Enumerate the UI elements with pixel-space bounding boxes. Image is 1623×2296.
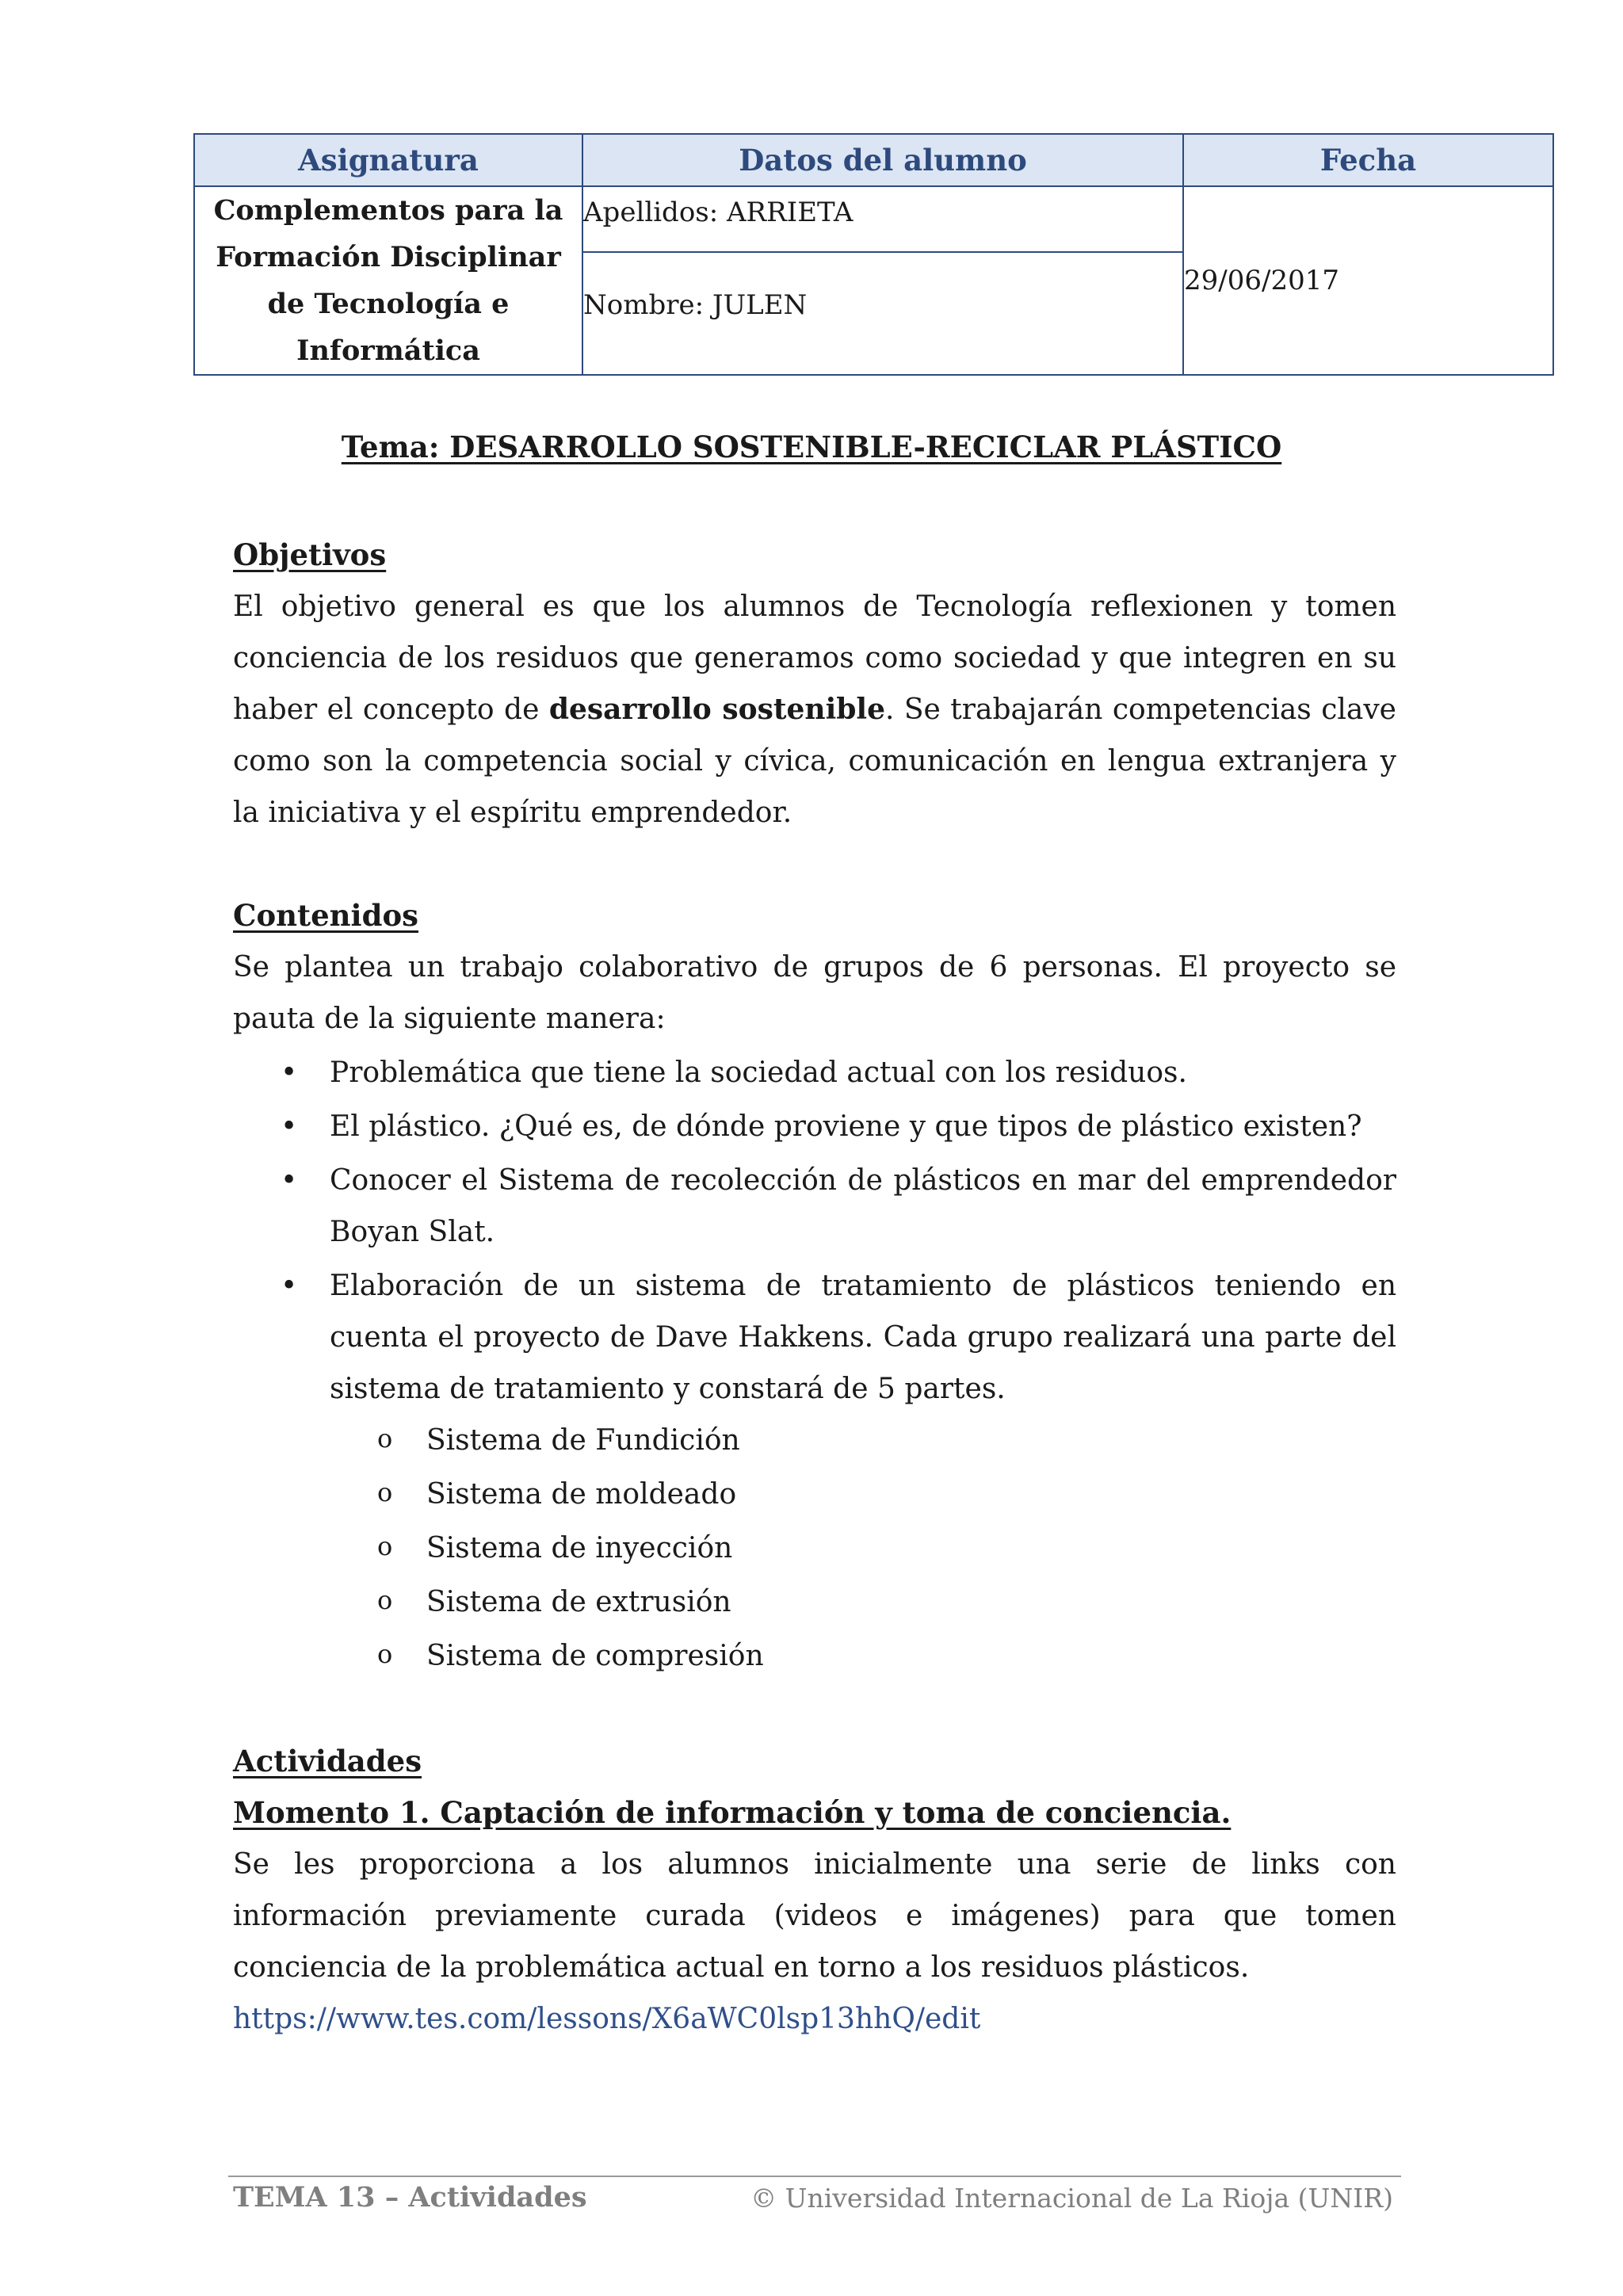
objetivos-bold-term: desarrollo sostenible xyxy=(548,693,886,726)
header-col-date: Fecha xyxy=(1183,134,1553,186)
sub-list-item: o Sistema de compresión xyxy=(426,1630,1396,1682)
footer-topic: TEMA 13 – Actividades xyxy=(233,2181,587,2214)
spacer xyxy=(233,839,1396,890)
objetivos-text-before: El objetivo general es que los alumnos de Tecnología reflexionen y tomen conciencia de los residuos que generamos como sociedad y que integren en su haber el concepto de xyxy=(233,590,1396,726)
page-title: Tema: DESARROLLO SOSTENIBLE-RECICLAR PLÁSTICO xyxy=(341,430,1282,464)
sub-list-item: o Sistema de Fundición xyxy=(426,1415,1396,1466)
contenidos-intro: Se plantea un trabajo colaborativo de grupos de 6 personas. El proyecto se pauta de la siguiente manera: xyxy=(233,951,1396,1035)
list-item: • El plástico. ¿Qué es, de dónde proviene y que tipos de plástico existen? xyxy=(330,1101,1396,1152)
header-col-student: Datos del alumno xyxy=(582,134,1183,186)
contenidos-heading: Contenidos xyxy=(233,898,418,933)
sub-list-item: o Sistema de extrusión xyxy=(426,1576,1396,1628)
name-field-cell xyxy=(582,252,1183,375)
main-content xyxy=(233,529,1396,2045)
list-item-with-sublist xyxy=(330,1260,1396,1682)
date-value: 29/06/2017 xyxy=(1183,186,1553,375)
resource-link[interactable]: https://www.tes.com/lessons/X6aWC0lsp13hhQ/edit xyxy=(233,2003,981,2035)
sub-list xyxy=(330,1415,1396,1682)
actividades-paragraph: Se les proporciona a los alumnos inicialmente una serie de links con información previamente curada (videos e imágenes) para que tomen conciencia de la problemática actual en torno a los residuos plásticos. xyxy=(233,1848,1396,1984)
objetivos-paragraph xyxy=(233,581,1396,839)
objetivos-text-after: . Se trabajarán competencias clave como son la competencia social y cívica, comunicación en lengua extranjera y la iniciativa y el espíritu emprendedor. xyxy=(233,693,1396,829)
spacer xyxy=(233,1684,1396,1736)
list-item-text: Elaboración de un sistema de tratamiento de plásticos teniendo en cuenta el proyecto de Dave Hakkens. Cada grupo realizará una parte del sistema de tratamiento y constará de 5 partes. xyxy=(330,1270,1396,1405)
header-col-subject: Asignatura xyxy=(194,134,582,186)
objetivos-heading: Objetivos xyxy=(233,537,387,572)
contenidos-list xyxy=(233,1047,1396,1682)
actividades-heading: Actividades xyxy=(233,1744,422,1778)
name-field: Nombre: JULEN xyxy=(583,289,808,322)
sub-list-item: o Sistema de inyección xyxy=(426,1522,1396,1574)
momento-heading: Momento 1. Captación de información y toma de conciencia. xyxy=(233,1795,1232,1830)
surname-field: Apellidos: ARRIETA xyxy=(582,186,1183,252)
sub-list-item: o Sistema de moldeado xyxy=(426,1469,1396,1520)
list-item: • Conocer el Sistema de recolección de plásticos en mar del emprendedor Boyan Slat. xyxy=(330,1155,1396,1258)
list-item: • Problemática que tiene la sociedad actual con los residuos. xyxy=(330,1047,1396,1098)
footer-copyright: © Universidad Internacional de La Rioja (UNIR) xyxy=(750,2183,1393,2214)
subject-name: Complementos para la Formación Disciplinar de Tecnología e Informática xyxy=(194,186,582,375)
header-table xyxy=(193,133,1554,376)
footer-divider xyxy=(228,2176,1401,2177)
